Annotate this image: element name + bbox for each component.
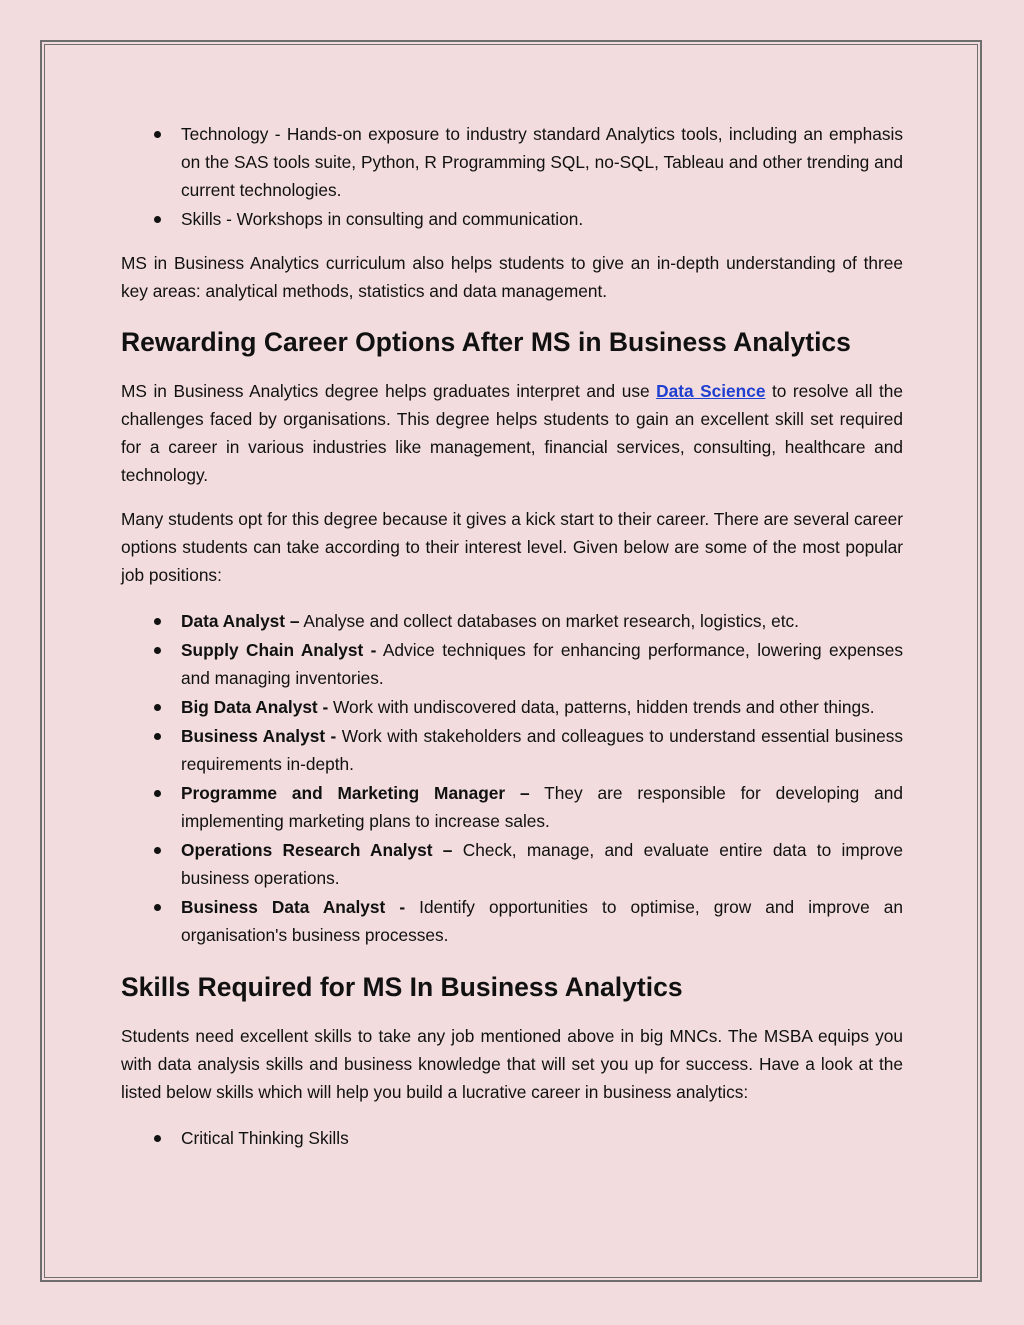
job-title: Business Data Analyst -	[181, 897, 406, 917]
job-description: Work with stakeholders and colleagues to understand essential business requirements in-depth.	[181, 726, 903, 774]
list-item	[181, 120, 903, 204]
list-item	[181, 607, 903, 635]
section-heading-skills: Skills Required for MS In Business Analytics	[121, 972, 683, 1002]
section-heading-careers: Rewarding Career Options After MS in Business Analytics	[121, 327, 851, 357]
list-item	[181, 636, 903, 692]
list-item	[181, 836, 903, 892]
skills-paragraph: Students need excellent skills to take any job mentioned above in big MNCs. The MSBA equips you with data analysis skills and business knowledge that will set you up for success. Have a look at the listed below skills which will help you build a lucrative career in business analytics:	[121, 1026, 903, 1102]
job-title: Supply Chain Analyst -	[181, 640, 377, 660]
job-description: They are responsible for developing and implementing marketing plans to increase sales.	[181, 783, 903, 831]
job-title: Data Analyst –	[181, 611, 300, 631]
document-content	[121, 120, 903, 1153]
intro-paragraph: MS in Business Analytics curriculum also helps students to give an in-depth understanding of three key areas: analytical methods, statistics and data management.	[121, 253, 903, 301]
job-title: Big Data Analyst -	[181, 697, 329, 717]
careers-paragraph-1-text-a: MS in Business Analytics degree helps graduates interpret and use	[121, 381, 657, 401]
skills-list	[121, 1124, 903, 1152]
job-description: Work with undiscovered data, patterns, hidden trends and other things.	[328, 697, 875, 717]
job-title: Operations Research Analyst –	[181, 840, 453, 860]
job-title: Programme and Marketing Manager –	[181, 783, 530, 803]
job-description: Analyse and collect databases on market research, logistics, etc.	[299, 611, 799, 631]
list-item	[181, 779, 903, 835]
careers-paragraph-1-text-b: to resolve all the challenges faced by organisations. This degree helps students to gain an excellent skill set required for a career in various industries like management, financial services, consulting, healthcare and technology.	[121, 381, 904, 485]
job-positions-list	[121, 607, 903, 949]
job-description: Check, manage, and evaluate entire data to improve business operations.	[181, 840, 903, 888]
careers-paragraph-1	[121, 377, 903, 489]
list-item-text: Skills - Workshops in consulting and communication.	[181, 209, 584, 229]
list-item	[181, 205, 903, 233]
list-item	[181, 893, 903, 949]
list-item-text: Critical Thinking Skills	[181, 1128, 349, 1148]
list-item-text: Technology - Hands-on exposure to industry standard Analytics tools, including an emphasis on the SAS tools suite, Python, R Programming SQL, no-SQL, Tableau and other trending and current technologies.	[181, 124, 903, 200]
top-bullet-list	[121, 120, 903, 233]
list-item	[181, 722, 903, 778]
list-item	[181, 693, 903, 721]
list-item	[181, 1124, 903, 1152]
careers-paragraph-2: Many students opt for this degree because it gives a kick start to their career. There are several career options students can take according to their interest level. Given below are some of the most popular job positions:	[121, 509, 903, 585]
data-science-link[interactable]: Data Science	[656, 381, 766, 401]
job-title: Business Analyst -	[181, 726, 337, 746]
job-description: Advice techniques for enhancing performance, lowering expenses and managing inventories.	[181, 640, 903, 688]
job-description: Identify opportunities to optimise, grow and improve an organisation's business processes.	[181, 897, 903, 945]
